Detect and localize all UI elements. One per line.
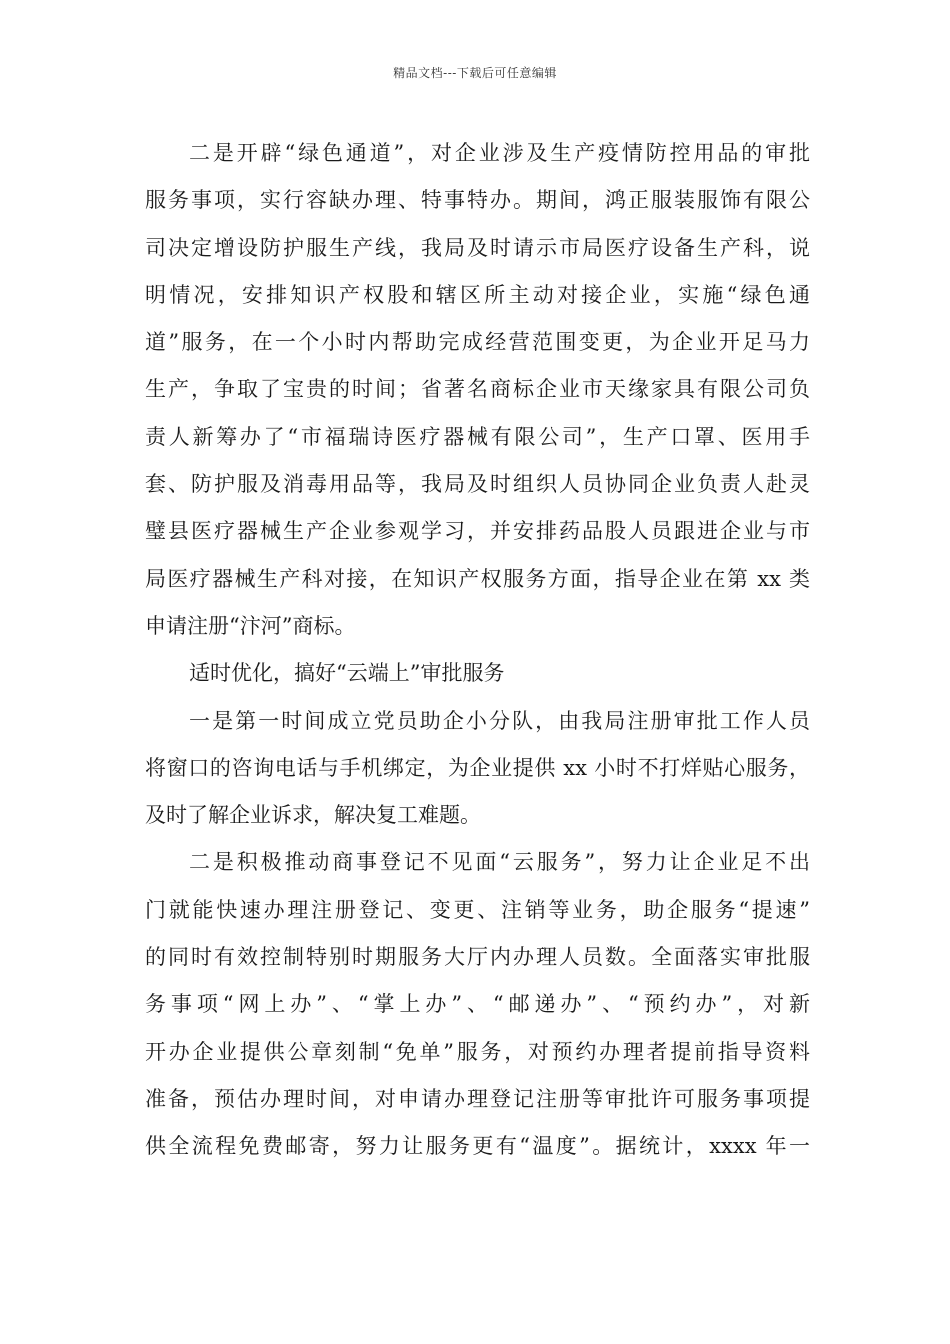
paragraph-line: 二是积极推动商事登记不见面“云服务”，努力让企业足不出 — [189, 850, 810, 875]
paragraph-line: 的同时有效控制特别时期服务大厅内办理人员数。全面落实审批服 — [145, 945, 810, 970]
paragraph-line: 供全流程免费邮寄，努力让服务更有“温度”。据统计，xxxx 年一 — [145, 1134, 810, 1159]
paragraph-line: 司决定增设防护服生产线，我局及时请示市局医疗设备生产科，说 — [145, 235, 810, 260]
paragraph-line: 二是开辟“绿色通道”，对企业涉及生产疫情防控用品的审批 — [189, 141, 810, 165]
paragraph-line: 道”服务，在一个小时内帮助完成经营范围变更，为企业开足马力 — [145, 330, 810, 355]
paragraph-line: 明情况，安排知识产权股和辖区所主动对接企业，实施“绿色通 — [145, 282, 810, 307]
paragraph-line: 开办企业提供公章刻制“免单”服务，对预约办理者提前指导资料 — [145, 1039, 810, 1064]
paragraph-line: 门就能快速办理注册登记、变更、注销等业务，助企服务“提速” — [145, 897, 810, 922]
paragraph-line: 责人新筹办了“市福瑞诗医疗器械有限公司”，生产口罩、医用手 — [145, 424, 810, 449]
paragraph-line: 璧县医疗器械生产企业参观学习，并安排药品股人员跟进企业与市 — [145, 519, 810, 544]
paragraph-line: 服务事项，实行容缺办理、特事特办。期间，鸿正服装服饰有限公 — [145, 188, 810, 213]
paragraph-line: 生产，争取了宝贵的时间；省著名商标企业市天缘家具有限公司负 — [145, 377, 810, 402]
paragraph-line: 准备，预估办理时间，对申请办理登记注册等审批许可服务事项提 — [145, 1086, 810, 1111]
paragraph-line: 申请注册“汴河”商标。 — [145, 613, 356, 638]
paragraph-line: 局医疗器械生产科对接，在知识产权服务方面，指导企业在第 xx 类 — [145, 566, 810, 591]
paragraph-line: 套、防护服及消毒用品等，我局及时组织人员协同企业负责人赴灵 — [145, 472, 810, 497]
document-body — [145, 130, 810, 1171]
paragraph-line: 务事项“网上办”、“掌上办”、“邮递办”、“预约办”，对新 — [145, 992, 810, 1017]
section-heading: 适时优化，搞好“云端上”审批服务 — [189, 661, 505, 686]
paragraph-line: 将窗口的咨询电话与手机绑定，为企业提供 xx 小时不打烊贴心服务， — [145, 755, 810, 780]
page-header: 精品文档---下载后可任意编辑 — [393, 66, 557, 80]
paragraph-line: 一是第一时间成立党员助企小分队，由我局注册审批工作人员 — [189, 708, 810, 733]
paragraph-line: 及时了解企业诉求，解决复工难题。 — [145, 803, 481, 828]
